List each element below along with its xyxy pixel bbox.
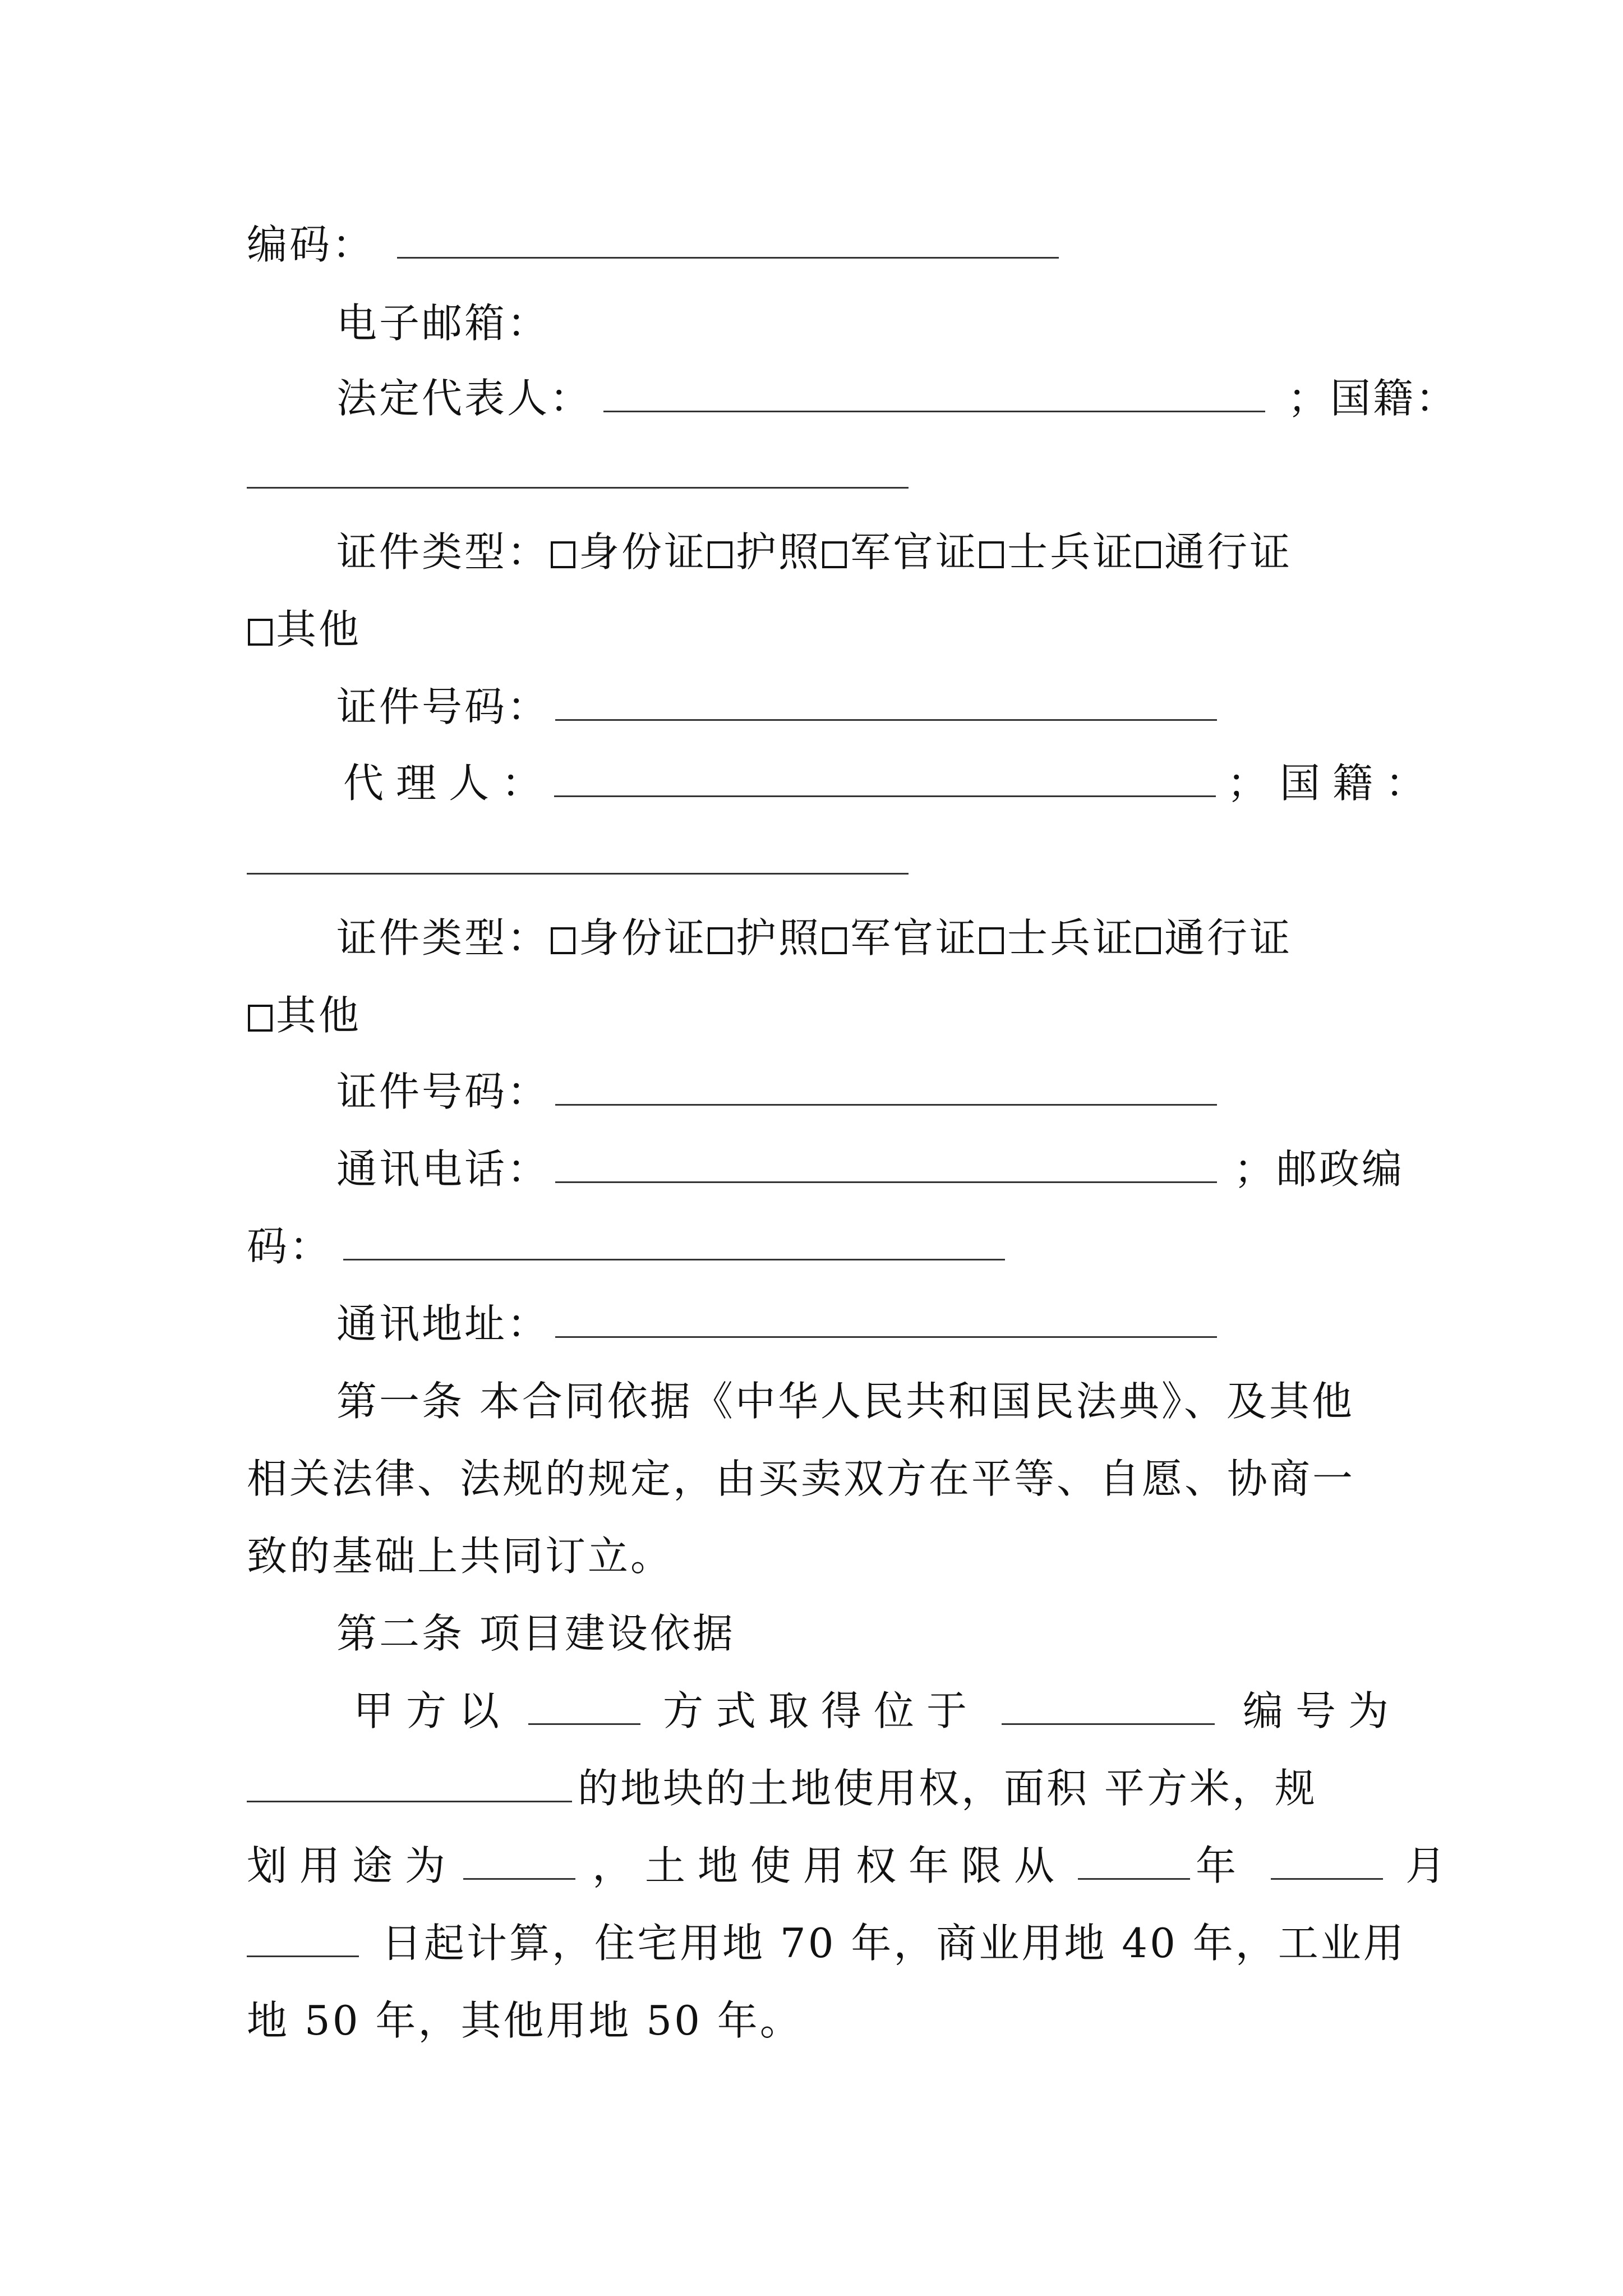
id-type-label: 证件类型： xyxy=(336,528,550,576)
start-day-field[interactable] xyxy=(247,1920,359,1957)
agent-label: 代理人： xyxy=(343,760,555,807)
article-2-text-6: ，土地使用权年限从 xyxy=(592,1842,1067,1889)
agent-nationality-field[interactable] xyxy=(247,873,909,875)
agent-line xyxy=(343,755,1438,811)
article-2-text-10: 地 50 年，其他用地 50 年。 xyxy=(247,1997,803,2044)
postal-line xyxy=(247,1218,1005,1274)
article-1-text-1: 第一条 本合同依据《中华人民共和国民法典》、及其他 xyxy=(336,1378,1354,1425)
option-passport: 护照 xyxy=(736,528,822,576)
checkbox-officer-card[interactable] xyxy=(822,541,847,568)
agent-checkbox-passport[interactable] xyxy=(708,927,732,954)
legal-rep-line xyxy=(336,370,1458,426)
agent-field[interactable] xyxy=(554,760,1216,797)
article-2-text-8: 月 xyxy=(1405,1842,1459,1889)
email-line xyxy=(336,295,550,351)
legal-rep-field[interactable] xyxy=(603,375,1265,412)
nationality-field[interactable] xyxy=(247,487,909,489)
postal-label-part1: ；邮政编 xyxy=(1234,1145,1405,1193)
postal-field[interactable] xyxy=(343,1223,1005,1260)
option-officer-card: 军官证 xyxy=(850,528,979,576)
article-2-text-2: 方式取得位于 xyxy=(663,1687,980,1734)
planned-use-field[interactable] xyxy=(463,1842,575,1880)
agent-checkbox-id-card[interactable] xyxy=(551,927,575,954)
agent-id-number-field[interactable] xyxy=(555,1068,1217,1106)
agent-option-id-card: 身份证 xyxy=(579,914,707,961)
agent-nationality-label: ；国籍： xyxy=(1227,760,1438,807)
agent-option-soldier-card: 士兵证 xyxy=(1007,914,1136,961)
article-1-line-2 xyxy=(247,1451,1355,1507)
article-2-text-9: 日起计算，住宅用地 70 年，商业用地 40 年，工业用 xyxy=(381,1920,1406,1967)
agent-id-type-other-line xyxy=(247,987,361,1043)
start-month-field[interactable] xyxy=(1271,1842,1383,1880)
article-2-heading: 第二条 项目建设依据 xyxy=(336,1610,735,1657)
id-number-label: 证件号码： xyxy=(336,683,550,730)
article-1-text-3: 致的基础上共同订立。 xyxy=(247,1533,674,1580)
agent-checkbox-travel-permit[interactable] xyxy=(1136,927,1161,954)
agent-checkbox-officer-card[interactable] xyxy=(822,927,847,954)
agent-option-other: 其他 xyxy=(276,992,362,1039)
agent-id-type-line xyxy=(336,910,1292,966)
start-year-field[interactable] xyxy=(1078,1842,1190,1880)
article-2-text-3: 编号为 xyxy=(1243,1687,1401,1734)
article-2-line-3 xyxy=(247,1838,1458,1894)
id-number-line xyxy=(336,679,1217,735)
agent-id-number-label: 证件号码： xyxy=(336,1068,550,1115)
option-other: 其他 xyxy=(276,606,362,653)
article-2-line-2 xyxy=(247,1760,1317,1816)
address-field[interactable] xyxy=(555,1300,1217,1338)
agent-option-passport: 护照 xyxy=(736,914,822,961)
article-2-line-1 xyxy=(353,1683,1401,1739)
checkbox-soldier-card[interactable] xyxy=(979,541,1004,568)
checkbox-travel-permit[interactable] xyxy=(1136,541,1161,568)
article-1-line-3 xyxy=(247,1528,673,1584)
article-2-text-5: 划用途为 xyxy=(247,1842,458,1889)
article-1-line-1 xyxy=(336,1373,1354,1429)
article-2-text-4: 的地块的土地使用权，面积 平方米，规 xyxy=(578,1765,1317,1812)
option-soldier-card: 士兵证 xyxy=(1007,528,1136,576)
parcel-number-field[interactable] xyxy=(247,1765,572,1802)
postal-code-field[interactable] xyxy=(397,221,1059,259)
article-2-text-1: 甲方以 xyxy=(353,1687,512,1734)
checkbox-other[interactable] xyxy=(248,619,273,646)
legal-rep-label: 法定代表人： xyxy=(336,375,593,422)
agent-checkbox-other[interactable] xyxy=(248,1005,273,1032)
acquisition-method-field[interactable] xyxy=(528,1687,640,1725)
article-2-text-7: 年 xyxy=(1196,1842,1249,1889)
id-type-other-line xyxy=(247,601,361,657)
article-2-line-5 xyxy=(247,1993,803,2049)
checkbox-passport[interactable] xyxy=(708,541,732,568)
location-field[interactable] xyxy=(1002,1687,1215,1725)
id-number-field[interactable] xyxy=(555,683,1217,721)
phone-line xyxy=(336,1141,1404,1197)
address-label: 通讯地址： xyxy=(336,1300,550,1347)
agent-id-type-label: 证件类型： xyxy=(336,914,550,961)
article-2-line-4 xyxy=(247,1915,1406,1971)
postal-code-label: 编码： xyxy=(247,221,375,268)
option-id-card: 身份证 xyxy=(579,528,707,576)
agent-checkbox-soldier-card[interactable] xyxy=(979,927,1004,954)
postal-code-line xyxy=(247,217,1059,273)
checkbox-id-card[interactable] xyxy=(551,541,575,568)
article-2-heading-line xyxy=(336,1605,735,1662)
nationality-label: ；国籍： xyxy=(1288,375,1459,422)
agent-option-officer-card: 军官证 xyxy=(850,914,979,961)
phone-label: 通讯电话： xyxy=(336,1145,550,1193)
id-type-line xyxy=(336,524,1292,580)
postal-label-part2: 码： xyxy=(247,1223,333,1270)
email-label: 电子邮箱： xyxy=(336,300,550,347)
agent-id-number-line xyxy=(336,1064,1217,1120)
agent-option-travel-permit: 通行证 xyxy=(1164,914,1293,961)
article-1-text-2: 相关法律、法规的规定，由买卖双方在平等、自愿、协商一 xyxy=(247,1455,1355,1502)
option-travel-permit: 通行证 xyxy=(1164,528,1293,576)
phone-field[interactable] xyxy=(555,1145,1217,1183)
address-line xyxy=(336,1296,1217,1352)
